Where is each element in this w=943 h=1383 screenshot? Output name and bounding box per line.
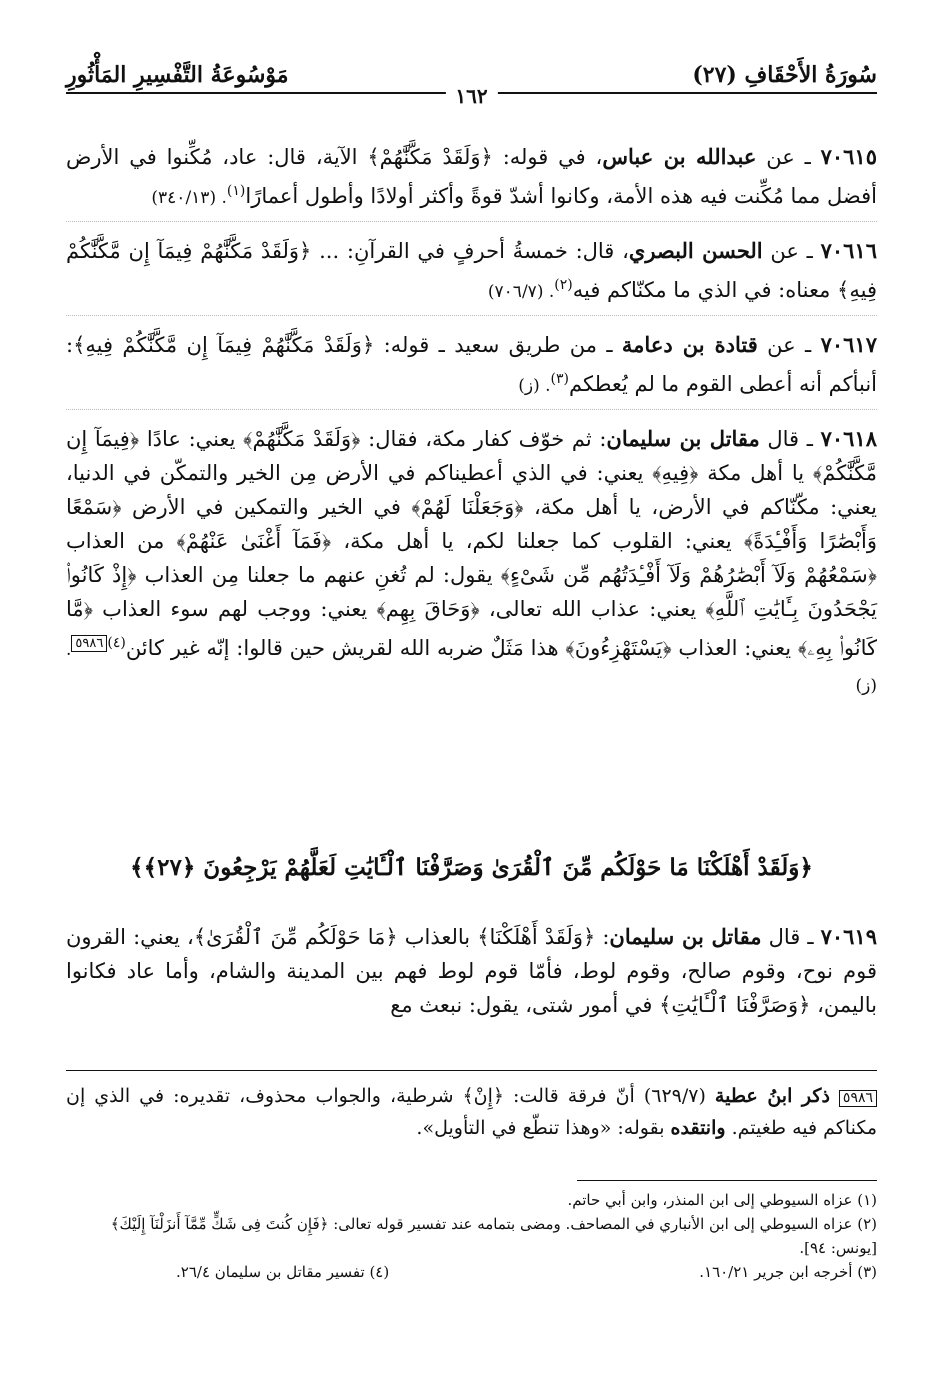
entry-lead: ـ قال [761,925,821,949]
footnote-4: (٤) تفسير مقاتل بن سليمان ٢٦/٤. [176,1263,390,1281]
comment-text: (٦٢٩/٧) أنّ فرقة قالت: ﴿إِنْ﴾ شرطية، والجواب محذوف، تقديره: في الذي إن مكناكم فيه طغيتم. [66,1085,877,1139]
footnote-ref: (١) [226,183,246,199]
footnotes [66,1188,877,1284]
footnote-ref: (٤) [107,635,126,651]
narrator: قتادة بن دعامة [621,332,758,357]
main-text [66,140,877,721]
comment-text-2: بقوله: «وهذا تنطّع في التأويل». [416,1117,671,1139]
main-text-2 [66,920,877,1028]
comment-ref-box: ٥٩٨٦ [71,635,107,652]
entry-lead: ـ قال [759,427,821,451]
entry [66,920,877,1028]
entry [66,422,877,709]
entry-number: ٧٠٦١٨ [820,426,877,451]
volume-citation: . (٧٠٦/٧) [487,282,555,302]
footnote-1: (١) عزاه السيوطي إلى ابن المنذر، وابن أبي حاتم. [567,1191,877,1209]
entry [66,140,877,222]
surah-title: سُورَةُ الأَحْقَافِ (٢٧) [692,62,877,88]
narrator: مقاتل بن سليمان [609,924,762,949]
commentary-note [66,1080,877,1144]
entry-number: ٧٠٦١٦ [820,238,877,263]
volume-citation: . (ز) [66,640,877,696]
footnote-2: (٢) عزاه السيوطي إلى ابن الأنباري في المصاحف. ومضى بتمامه عند تفسير قوله تعالى: ﴿فَإِن كُنتَ فِى شَكٍّ مِّمَّآ أَنزَلْنَآ إِلَيْكَ﴾ [يونس: ٩٤]. [110,1215,877,1257]
comment-box-number: ٥٩٨٦ [839,1090,877,1107]
entry-number: ٧٠٦١٥ [820,144,877,169]
entry-lead: ـ عن [762,239,821,263]
entry-text: : ثم خوّف كفار مكة، فقال: ﴿وَلَقَدْ مَكَّنَّٰهُمْ﴾ يعني: عادًا ﴿فِيمَآ إِن مَّكَّنَّٰكُمْ﴾ يا أهل مكة ﴿فِيهِ﴾ يعني: في الذي أعطيناكم في الأرض مِن الخير والتمكّن في الدنيا، يعني: مكّنّاكم في الأرض، يا أهل مكة، ﴿وَجَعَلْنَا لَهُمْ﴾ في الخير والتمكين في الأرض ﴿سَمْعًا وَأَبْصَٰرًا وَأَفْـِٔدَةً﴾ يعني: القلوب كما جعلنا لكم، يا أهل مكة، ﴿فَمَآ أَغْنَىٰ عَنْهُمْ﴾ من العذاب ﴿سَمْعُهُمْ وَلَآ أَبْصَٰرُهُمْ وَلَآ أَفْـِٔدَتُهُم مِّن شَىْءٍ﴾ يقول: لم تُغنِ عنهم ما جعلنا مِن العذاب ﴿إِذْ كَانُوا۟ يَجْحَدُونَ بِـَٔايَٰتِ ٱللَّهِ﴾ يعني: عذاب الله تعالى، ﴿وَحَاقَ بِهِم﴾ يعني: ووجب لهم سوء العذاب ﴿مَّا كَانُوا۟ بِهِۦ﴾ يعني: العذاب ﴿يَسْتَهْزِءُونَ﴾ هذا مَثَلٌ ضربه الله لقريش حين قالوا: إنّه غير كائن [66,427,877,660]
entry-lead: ـ عن [756,145,821,169]
book-title: مَوْسُوعَةُ التَّفْسِيرِ المَأْثُورِ [66,62,289,88]
narrator: الحسن البصري [628,238,763,263]
comment-rule [66,1070,877,1071]
volume-citation: . (ز) [518,376,551,396]
narrator: عبدالله بن عباس [602,144,757,169]
entry-text: ، قال: خمسةُ أحرفٍ في القرآنِ: ... ﴿وَلَقَدْ مَكَّنَّٰهُمْ فِيمَآ إِن مَّكَّنَّٰكُمْ فِيهِ﴾ معناه: في الذي ما مكنّاكم فيه [66,239,877,302]
entry-text: : ﴿وَلَقَدْ أَهْلَكْنَا﴾ بالعذاب ﴿مَا حَوْلَكُم مِّنَ ٱلْقُرَىٰ﴾، يعني: القرون قوم نوح، وقوم صالح، وقوم لوط، فأمّا قوم لوط فهم بين المدينة والشام، وأما عاد فكانوا باليمن، ﴿وَصَرَّفْنَا ٱلْـَٔايَٰتِ﴾ في أمور شتى، يقول: نبعث مع [66,925,877,1017]
running-header [66,58,877,108]
volume-citation: . (٣٤٠/١٣) [151,188,227,208]
entry-lead: ـ عن [757,333,821,357]
entry-text: ، في قوله: ﴿وَلَقَدْ مَكَّنَّٰهُمْ﴾ الآية، قال: عاد، مُكِّنوا في الأرض أفضل مما مُكِّنت فيه هذه الأمة، وكانوا أشدّ قوةً وأكثر أولادًا وأطول أعمارًا [66,145,877,208]
verse-heading: ﴿وَلَقَدْ أَهْلَكْنَا مَا حَوْلَكُم مِّنَ ٱلْقُرَىٰ وَصَرَّفْنَا ٱلْـَٔايَٰتِ لَعَلَّهُمْ يَرْجِعُونَ ﴿٢٧﴾﴾ [130,854,813,881]
entry [66,328,877,410]
comment-author: ذكر ابنُ عطية [714,1085,830,1107]
entry [66,234,877,316]
entry-number: ٧٠٦١٩ [820,924,877,949]
footnote-rule [577,1180,877,1181]
narrator: مقاتل بن سليمان [606,426,760,451]
footnote-ref: (٢) [554,277,573,293]
entry-number: ٧٠٦١٧ [820,332,877,357]
footnote-3: (٣) أخرجه ابن جرير ١٦٠/٢١. [699,1263,877,1281]
page-number: ١٦٢ [445,84,497,108]
footnote-ref: (٣) [550,371,570,387]
comment-critique: وانتقده [670,1117,726,1139]
footnote-row [66,1260,877,1284]
entry-text: ـ من طريق سعيد ـ قوله: ﴿وَلَقَدْ مَكَّنَّٰهُمْ فِيمَآ إِن مَّكَّنَّٰكُمْ فِيهِ﴾: أنبأكم أنه أعطى القوم ما لم يُعطكم [66,333,877,396]
